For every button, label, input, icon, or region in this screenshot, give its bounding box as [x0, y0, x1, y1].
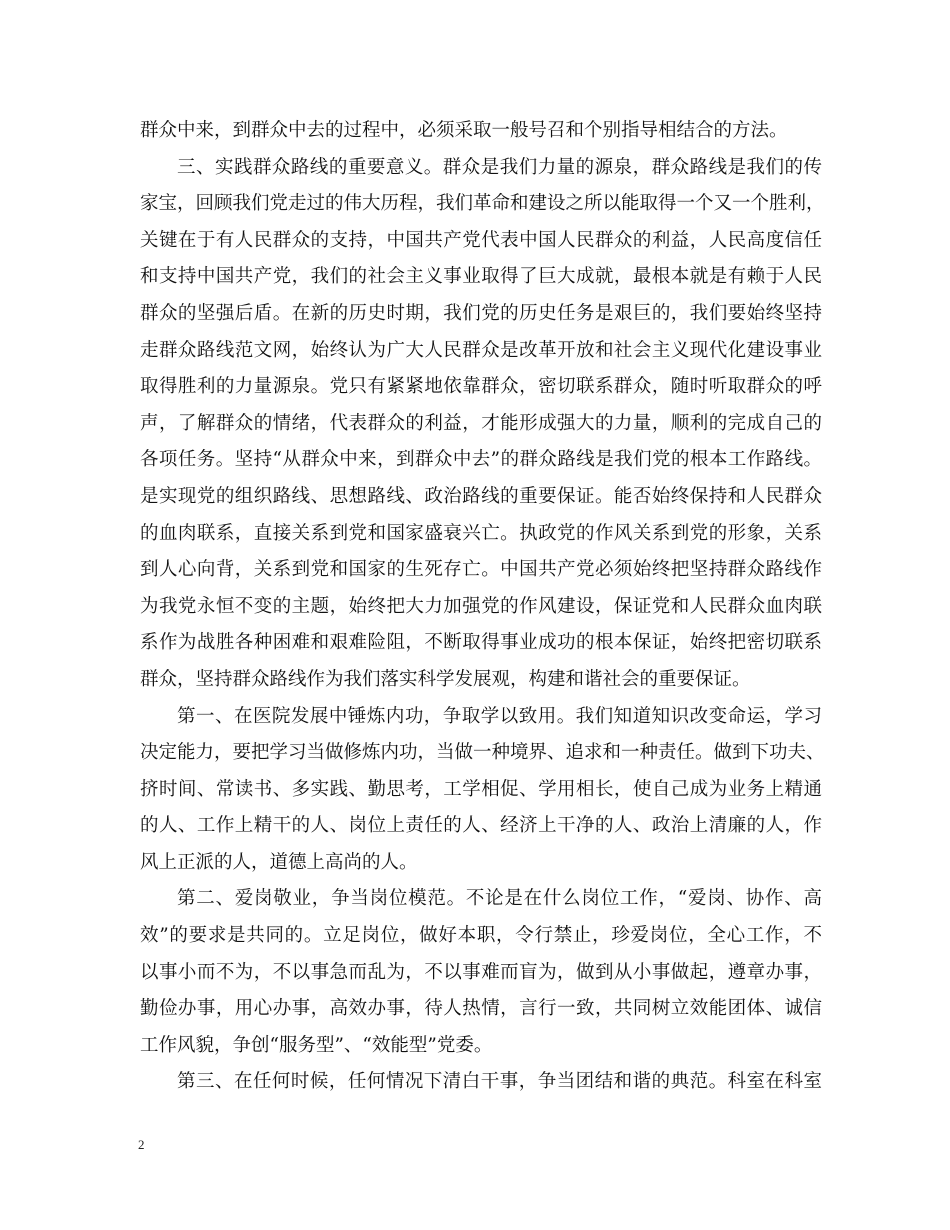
- document-body: [140, 113, 825, 1101]
- text-line: 风上正派的人，道德上高尚的人。: [140, 851, 418, 873]
- text-line: 第二、爱岗敬业，争当岗位模范。不论是在什么岗位工作，“爱岗、协作、高: [177, 888, 822, 910]
- text-line: 群众中来，到群众中去的过程中，必须采取一般号召和个别指导相结合的方法。: [140, 120, 788, 141]
- text-line: 为我党永恒不变的主题，始终把大力加强党的作风建设，保证党和人民群众血肉联: [140, 595, 822, 617]
- text-line: 以事小而不为，不以事急而乱为，不以事难而盲为，做到从小事做起，遵章办事，: [140, 961, 822, 983]
- text-line: 决定能力，要把学习当做修炼内功，当做一种境界、追求和一种责任。做到下功夫、: [140, 742, 825, 764]
- paragraph: [140, 881, 822, 1064]
- text-line: 走群众路线范文网，始终认为广大人民群众是改革开放和社会主义现代化建设事业: [140, 339, 822, 361]
- text-line: 系作为战胜各种困难和艰难险阻，不断取得事业成功的根本保证，始终把密切联系: [140, 632, 822, 654]
- paragraph: [140, 1064, 822, 1101]
- text-line: 的血肉联系，直接关系到党和国家盛衰兴亡。执政党的作风关系到党的形象，关系: [140, 522, 822, 544]
- text-line: 三、实践群众路线的重要意义。群众是我们力量的源泉，群众路线是我们的传: [177, 156, 822, 178]
- paragraph: [140, 113, 822, 150]
- text-line: 是实现党的组织路线、思想路线、政治路线的重要保证。能否始终保持和人民群众: [140, 485, 822, 507]
- text-line: 家宝，回顾我们党走过的伟大历程，我们革命和建设之所以能取得一个又一个胜利，: [140, 193, 825, 215]
- text-line: 工作风貌，争创“服务型”、“效能型”党委。: [140, 1034, 493, 1056]
- text-line: 挤时间、常读书、多实践、勤思考，工学相促、学用相长，使自己成为业务上精通: [140, 778, 822, 800]
- text-line: 关键在于有人民群众的支持，中国共产党代表中国人民群众的利益，人民高度信任: [140, 229, 822, 251]
- text-line: 各项任务。坚持“从群众中来，到群众中去”的群众路线是我们党的根本工作路线。: [140, 449, 822, 471]
- text-line: 声，了解群众的情绪，代表群众的利益，才能形成强大的力量，顺利的完成自己的: [140, 412, 822, 434]
- text-line: 取得胜利的力量源泉。党只有紧紧地依靠群众，密切联系群众，随时听取群众的呼: [140, 376, 822, 398]
- text-line: 第一、在医院发展中锤炼内功，争取学以致用。我们知道知识改变命运，学习: [177, 705, 822, 727]
- text-line: 勤俭办事，用心办事，高效办事，待人热情，言行一致，共同树立效能团体、诚信: [140, 998, 822, 1020]
- text-line: 群众的坚强后盾。在新的历史时期，我们党的历史任务是艰巨的，我们要始终坚持: [140, 302, 822, 324]
- page-number: 2: [138, 1137, 145, 1152]
- text-line: 到人心向背，关系到党和国家的生死存亡。中国共产党必须始终把坚持群众路线作: [140, 559, 822, 581]
- text-line: 效”的要求是共同的。立足岗位，做好本职，令行禁止，珍爱岗位，全心工作，不: [140, 925, 822, 947]
- text-line: 第三、在任何时候，任何情况下清白干事，争当团结和谐的典范。科室在科室: [177, 1071, 822, 1093]
- paragraph: [140, 699, 825, 882]
- text-line: 和支持中国共产党，我们的社会主义事业取得了巨大成就，最根本就是有赖于人民: [140, 266, 822, 288]
- paragraph: [140, 150, 825, 699]
- text-line: 群众，坚持群众路线作为我们落实科学发展观，构建和谐社会的重要保证。: [140, 668, 751, 690]
- text-line: 的人、工作上精干的人、岗位上责任的人、经济上干净的人、政治上清廉的人，作: [140, 815, 822, 837]
